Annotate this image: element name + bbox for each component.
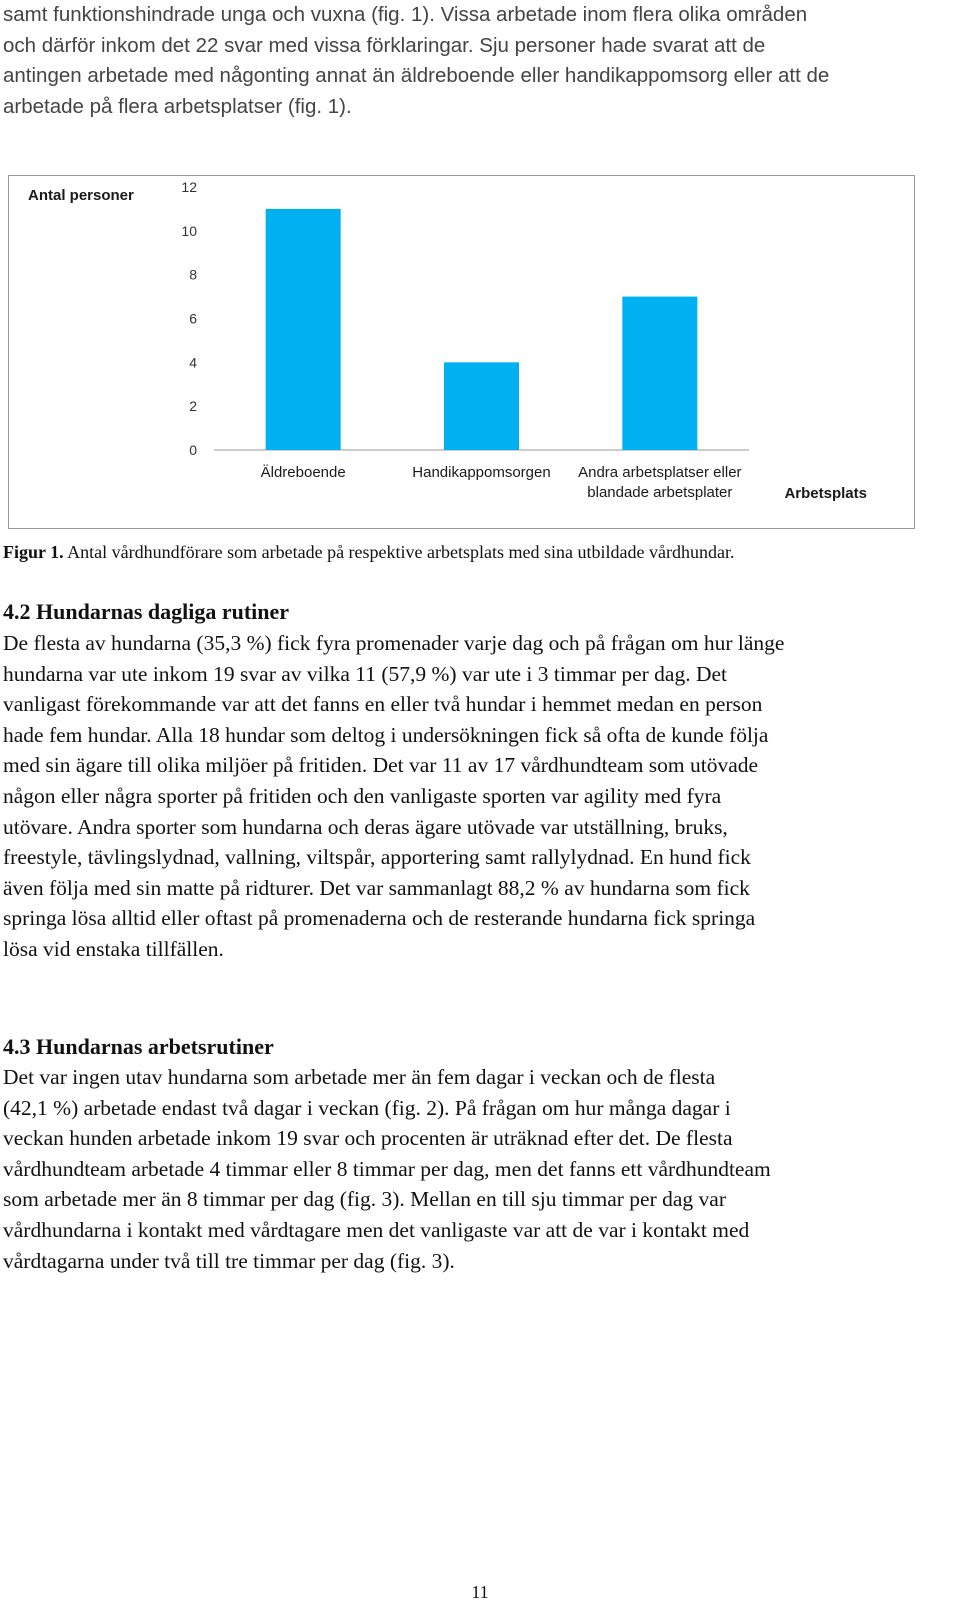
y-tick-label: 10 (181, 222, 197, 239)
bar (622, 297, 697, 450)
y-tick-label: 4 (189, 354, 197, 371)
y-tick-label: 8 (189, 266, 197, 283)
body-line: (42,1 %) arbetade endast två dagar i veckan (fig. 2). På frågan om hur många dagar i (3, 1095, 731, 1120)
y-tick-label: 6 (189, 310, 197, 327)
body-line: någon eller några sporter på fritiden och den vanligaste sporten var agility med fyra (3, 783, 722, 808)
intro-line: arbetade på flera arbetsplatser (fig. 1). (3, 94, 352, 118)
bar-chart-svg (9, 176, 914, 528)
body-line: med sin ägare till olika miljöer på fritiden. Det var 11 av 17 vårdhundteam som utövade (3, 753, 759, 778)
section-4-3-body (3, 1062, 953, 1276)
x-category-label: Andra arbetsplatser eller (578, 464, 742, 481)
section-heading-4-2: 4.2 Hundarnas dagliga rutiner (3, 599, 290, 624)
x-category-label: blandade arbetsplater (587, 484, 733, 501)
body-line: som arbetade mer än 8 timmar per dag (fig. 3). Mellan en till sju timmar per dag var (3, 1187, 727, 1212)
body-line: De flesta av hundarna (35,3 %) fick fyra promenader varje dag och på frågan om hur länge (3, 631, 785, 655)
body-line: vårdtagarna under två till tre timmar per dag (fig. 3). (3, 1248, 455, 1273)
caption-label: Figur 1. (3, 542, 64, 562)
figure-1-chart (8, 175, 915, 529)
y-tick-label: 2 (189, 398, 197, 415)
intro-line: antingen arbetade med någonting annat än äldreboende eller handikappomsorg eller att de (3, 64, 830, 88)
bar (444, 362, 519, 450)
body-line: veckan hunden arbetade inkom 19 svar och procenten är uträknad efter det. De flesta (3, 1126, 733, 1151)
bar (266, 209, 341, 450)
x-category-label: Äldreboende (260, 464, 346, 481)
figure-caption (3, 540, 734, 564)
x-category-label: Handikappomsorgen (412, 464, 551, 481)
caption-text: Antal vårdhundförare som arbetade på respektive arbetsplats med sina utbildade vårdhundar. (63, 542, 735, 562)
section-heading-4-3: 4.3 Hundarnas arbetsrutiner (3, 1034, 274, 1059)
body-line: vårdhundarna i kontakt med vårdtagare men det vanligaste var att de var i kontakt med (3, 1217, 750, 1242)
body-line: även följa med sin matte på ridturer. Det var sammanlagt 88,2 % av hundarna som fick (3, 875, 750, 900)
y-axis-label: Antal personer (28, 187, 134, 204)
body-line: hade fem hundar. Alla 18 hundar som deltog i undersökningen fick så ofta de kunde följa (3, 722, 769, 747)
section-4-2-body (3, 628, 953, 965)
body-line: freestyle, tävlingslydnad, vallning, viltspår, apportering samt rallylydnad. En hund fick (3, 845, 751, 870)
body-line: vårdhundteam arbetade 4 timmar eller 8 timmar per dag, men det fanns ett vårdhundteam (3, 1156, 771, 1181)
body-line: hundarna var ute inkom 19 svar av vilka 11 (57,9 %) var ute i 3 timmar per dag. Det (3, 661, 728, 686)
intro-line: och därför inkom det 22 svar med vissa förklaringar. Sju personer hade svarat att de (3, 33, 766, 57)
intro-paragraph (3, 0, 953, 122)
page-number: 11 (471, 1582, 489, 1602)
intro-line: samt funktionshindrade unga och vuxna (fig. 1). Vissa arbetade inom flera olika områden (3, 3, 808, 26)
body-line: springa lösa alltid eller oftast på promenaderna och de resterande hundarna fick springa (3, 906, 756, 931)
body-line: Det var ingen utav hundarna som arbetade mer än fem dagar i veckan och de flesta (3, 1065, 716, 1089)
body-line: lösa vid enstaka tillfällen. (3, 936, 224, 961)
body-line: vanligast förekommande var att det fanns en eller två hundar i hemmet medan en person (3, 692, 763, 717)
body-line: utövare. Andra sporter som hundarna och deras ägare utövade var utställning, bruks, (3, 814, 728, 839)
y-tick-label: 0 (189, 442, 197, 458)
y-tick-label: 12 (181, 179, 197, 195)
x-axis-label: Arbetsplats (784, 485, 867, 502)
